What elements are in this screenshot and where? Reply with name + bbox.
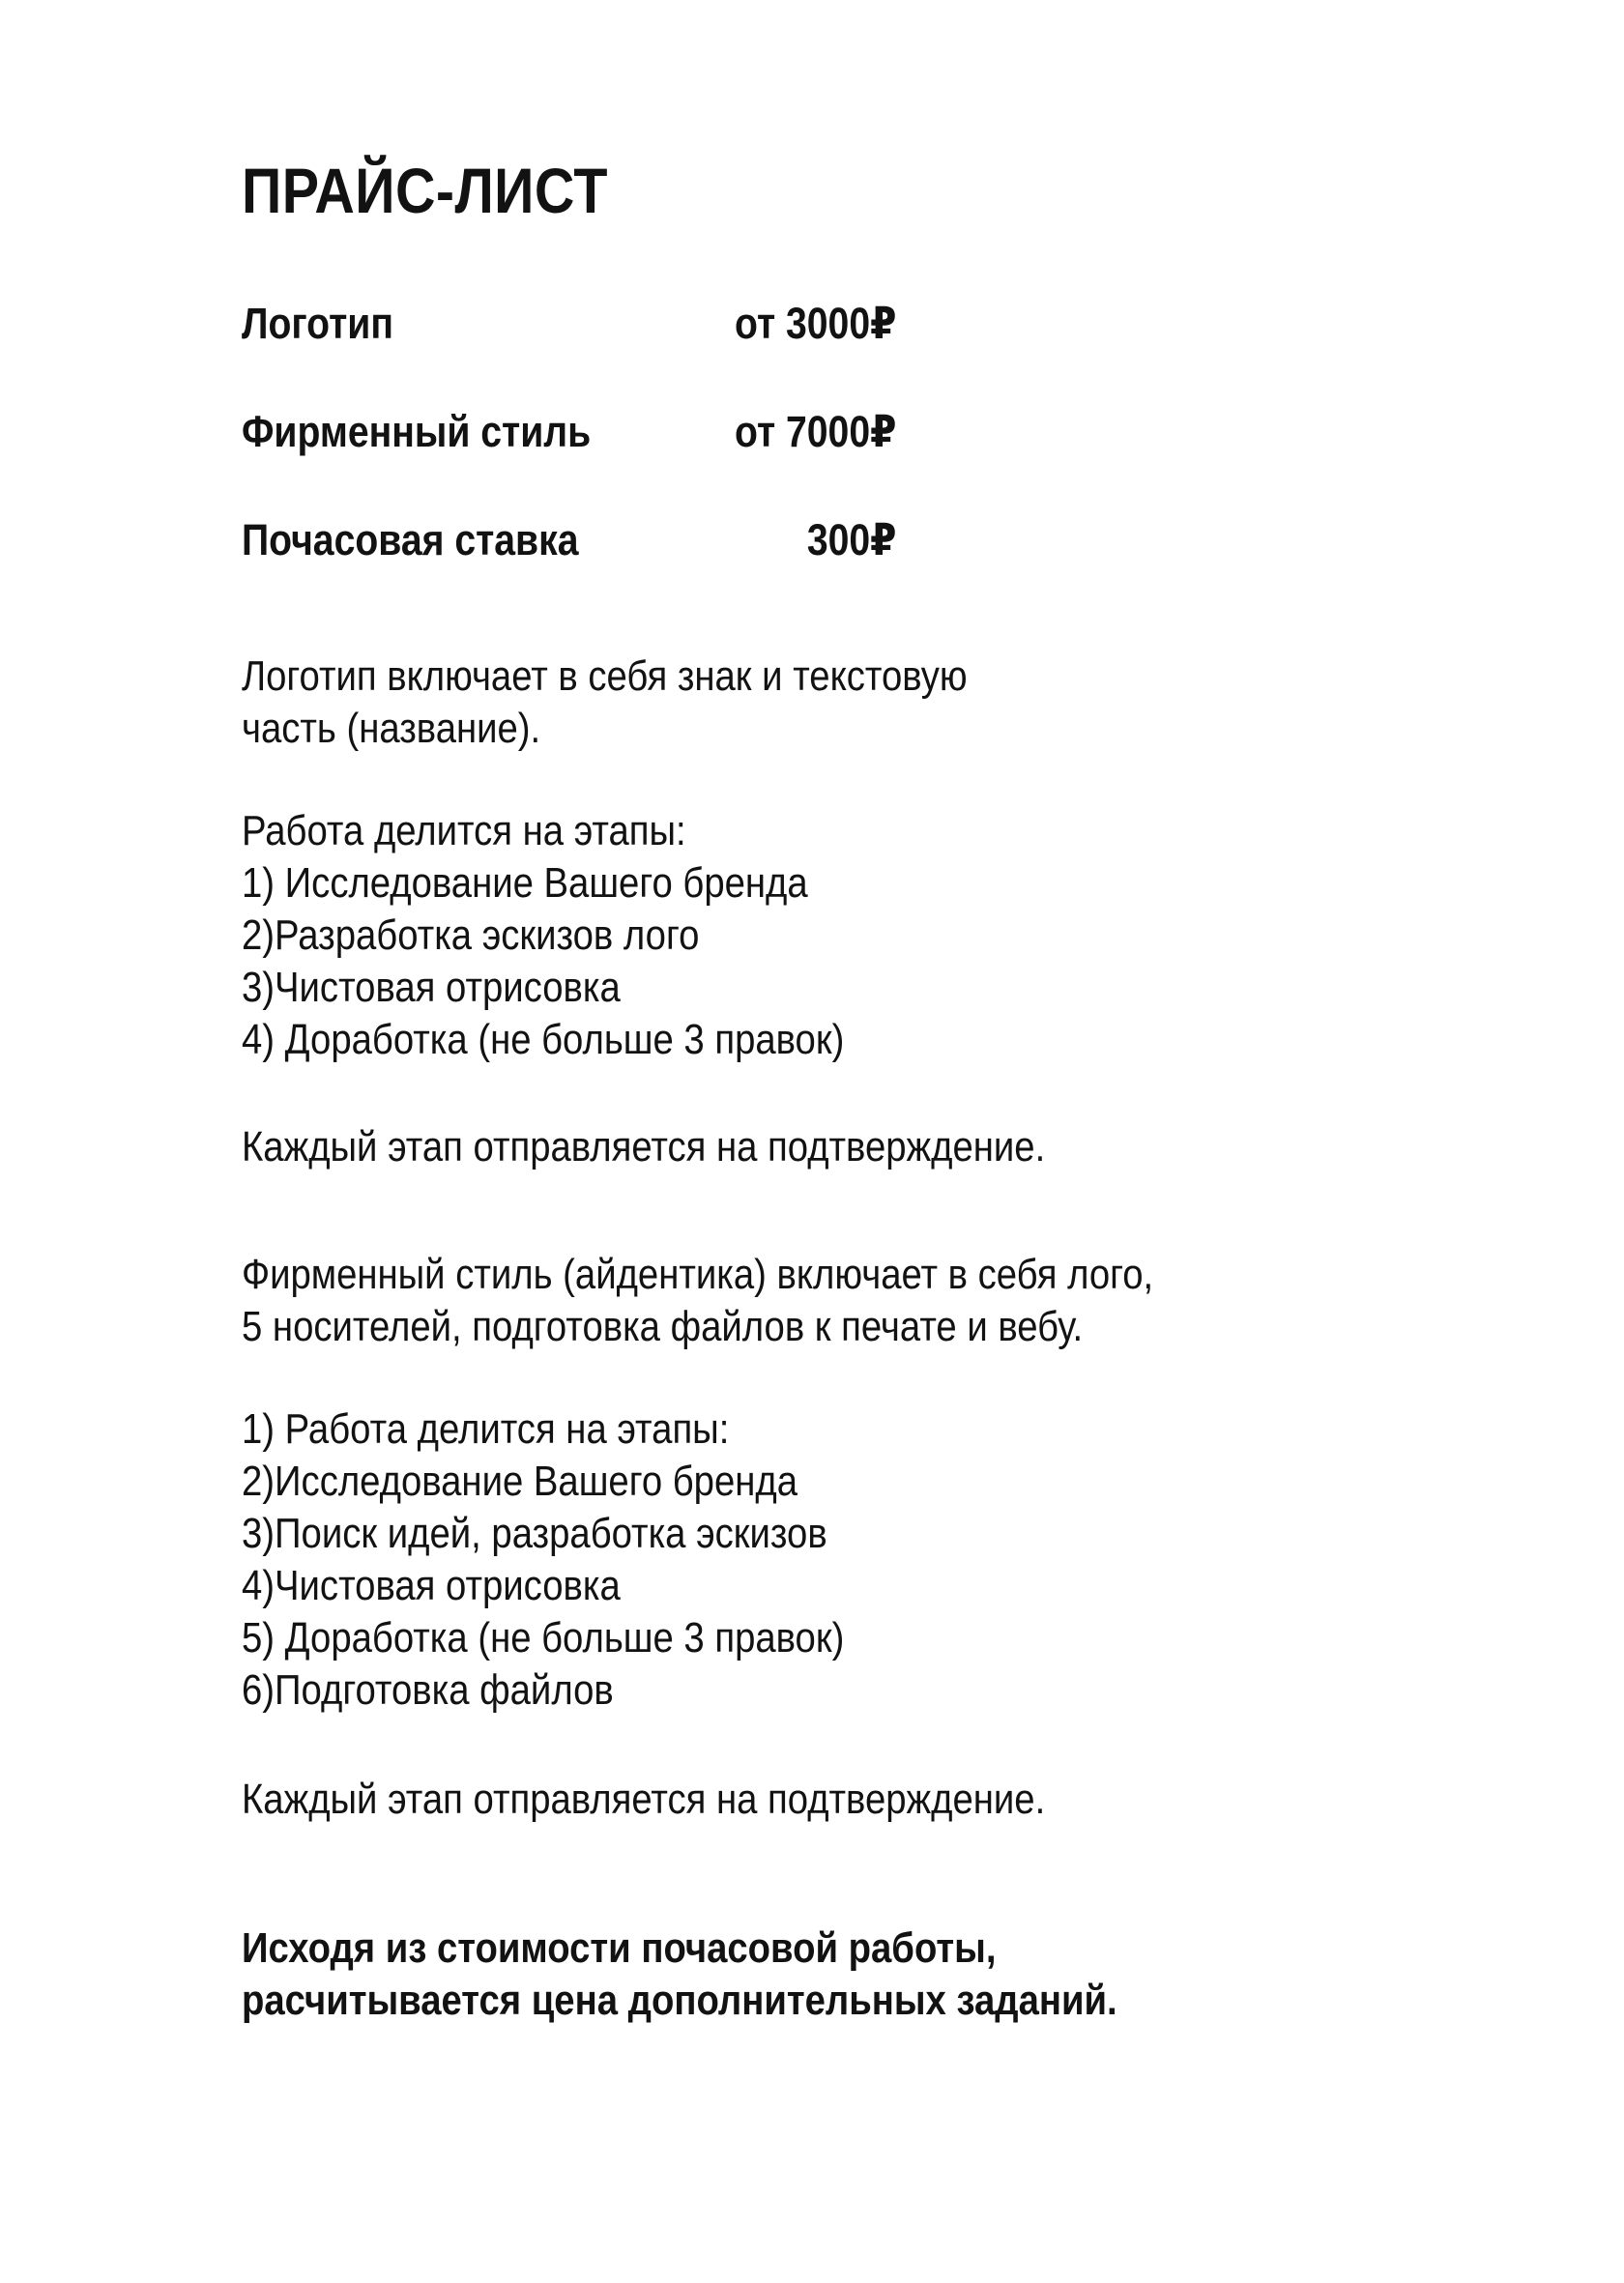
list-item: 4) Доработка (не больше 3 правок) [242,1016,845,1063]
price-row-identity [242,406,896,458]
text-line: Логотип включает в себя знак и текстовую [242,652,968,700]
text-line: 5 носителей, подготовка файлов к печате и вебу. [242,1303,1084,1350]
price-row-logo [242,298,896,350]
page-title-text: ПРАЙС-ЛИСТ [242,155,608,226]
text-line: Каждый этап отправляется на подтверждение. [242,1776,1046,1823]
page-title [242,154,662,227]
price-label: Фирменный стиль [242,407,592,456]
text-line: Работа делится на этапы: [242,807,686,854]
price-label: Логотип [242,299,394,348]
price-value: от 7000₽ [734,407,896,456]
paragraph-logo-stages [242,805,934,1066]
price-label: Почасовая ставка [242,515,579,564]
paragraph-logo-includes [242,650,1076,755]
paragraph-identity-includes [242,1249,1290,1353]
paragraph-approval-2 [242,1774,1165,1826]
list-item: 1) Работа делится на этапы: [242,1405,730,1453]
price-value: от 3000₽ [734,299,896,348]
paragraph-identity-stages [242,1403,934,1717]
list-item: 1) Исследование Вашего бренда [242,859,808,907]
list-item: 3)Чистовая отрисовка [242,964,621,1011]
text-line: Исходя из стоимости почасовой работы, [242,1924,997,1972]
text-line: расчитывается цена дополнительных заданий. [242,1977,1117,2024]
price-row-hourly [242,514,896,566]
paragraph-hourly-note [242,1922,1248,2027]
list-item: 6)Подготовка файлов [242,1666,614,1714]
list-item: 2)Разработка эскизов лого [242,911,700,959]
text-line: часть (название). [242,705,541,752]
list-item: 5) Доработка (не больше 3 правок) [242,1614,845,1662]
list-item: 2)Исследование Вашего бренда [242,1458,798,1505]
text-line: Каждый этап отправляется на подтверждение. [242,1123,1046,1170]
text-line: Фирменный стиль (айдентика) включает в себя лого, [242,1251,1154,1298]
list-item: 4)Чистовая отрисовка [242,1562,621,1609]
price-value: 300₽ [806,515,896,564]
paragraph-approval-1 [242,1121,1165,1173]
list-item: 3)Поиск идей, разработка эскизов [242,1510,827,1557]
